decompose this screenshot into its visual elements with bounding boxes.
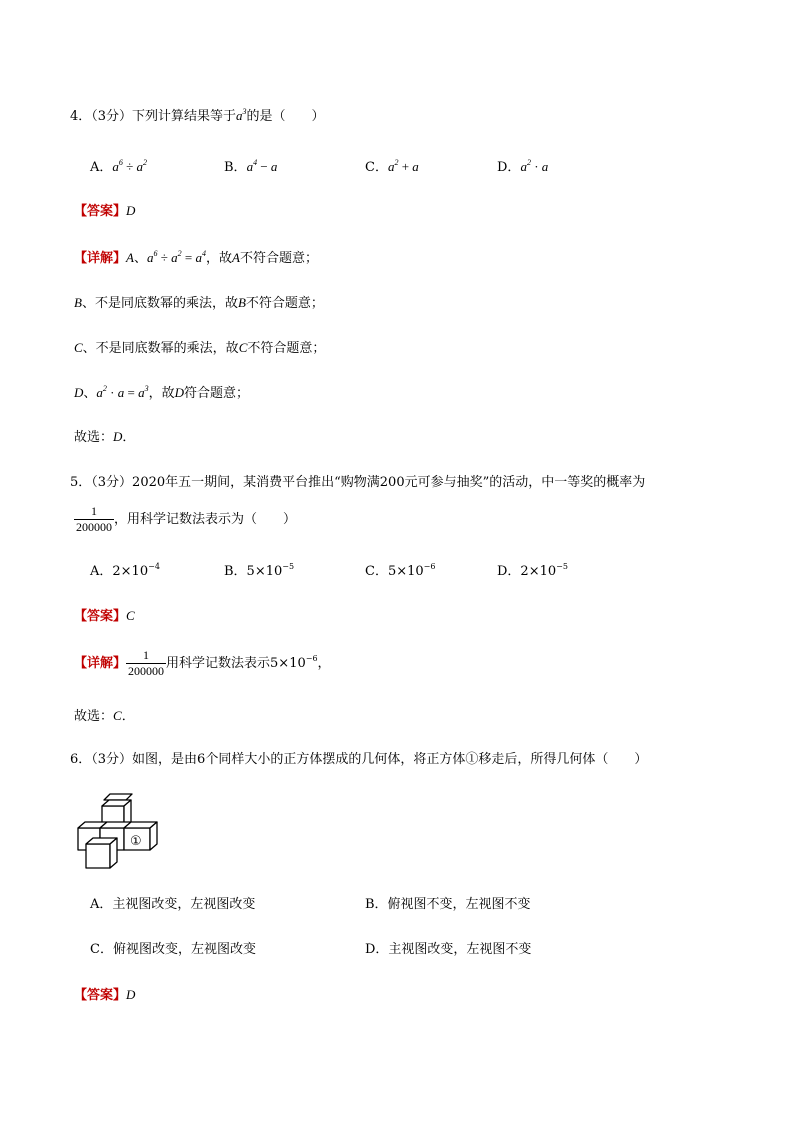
q4-option-c: C．$a^2 + a$ <box>365 158 419 175</box>
detail-label: 【详解】 <box>74 251 127 266</box>
answer-label: 【答案】 <box>74 204 127 219</box>
q6-option-b: B．俯视图不变，左视图不变 <box>365 897 531 912</box>
q4-detail-d: D、$a^2 \cdot a = a^3$，故D符合题意； <box>74 384 250 401</box>
q4-detail-c: C、不是同底数幂的乘法，故C不符合题意； <box>74 340 326 356</box>
q6-stem: 6．（3分）如图，是由6个同样大小的正方体摆成的几何体，将正方体①移走后，所得几何体（ ） <box>70 752 648 767</box>
q4-stem <box>70 106 325 127</box>
q4-stem-prefix: 4．（3分）下列计算结果等于 <box>70 109 237 124</box>
q6-answer: 【答案】D <box>74 987 136 1003</box>
q5-stem-line1: 5．（3分）2020年五一期间，某消费平台推出“购物满200元可参与抽奖”的活动，中一等奖的概率为 <box>70 475 646 490</box>
answer-value: D <box>126 203 136 218</box>
q4-detail-a: 【详解】A、$a^6 \div a^2 = a^4$，故A不符合题意； <box>74 249 318 266</box>
q6-option-c: C．俯视图改变，左视图改变 <box>90 942 256 957</box>
q6-option-a: A．主视图改变，左视图改变 <box>90 897 256 912</box>
q4-option-a: A．$a^6 \div a^2$ <box>90 158 148 175</box>
q4-answer <box>74 201 135 222</box>
figure-mark-1: ① <box>130 834 142 849</box>
q5-option-d: D．$2\times 10^{-5}$ <box>497 562 568 579</box>
q5-detail: 【详解】 $\frac{1}{200000}$ 用科学记数法表示$5\times 10^{-6}$， <box>74 648 331 678</box>
q5-answer: 【答案】C <box>74 608 135 624</box>
q5-option-b: B．$5\times 10^{-5}$ <box>224 562 295 579</box>
q4-stem-suffix: 的是（ ） <box>246 109 325 124</box>
q4-stem-math: $a^3$ <box>236 107 247 123</box>
q4-detail-b: B、不是同底数幂的乘法，故B不符合题意； <box>74 295 324 311</box>
cube-figure <box>74 792 164 872</box>
q5-choose: 故选：C． <box>74 708 135 724</box>
q4-option-d: D．$a^2 \cdot a$ <box>497 158 549 175</box>
q6-option-d: D．主视图改变，左视图不变 <box>365 942 532 957</box>
q5-stem-line2: $\frac{1}{200000}$ ，用科学记数法表示为（ ） <box>76 504 297 534</box>
q4-choose: 故选：D． <box>74 429 136 445</box>
q5-option-a: A．$2\times 10^{-4}$ <box>90 562 160 579</box>
q4-option-b: B．$a^4 - a$ <box>224 158 278 175</box>
q5-detail-fraction: $\frac{1}{200000}$ <box>128 648 165 678</box>
q5-option-c: C．$5\times 10^{-6}$ <box>365 562 436 579</box>
q5-fraction: $\frac{1}{200000}$ <box>76 504 112 534</box>
